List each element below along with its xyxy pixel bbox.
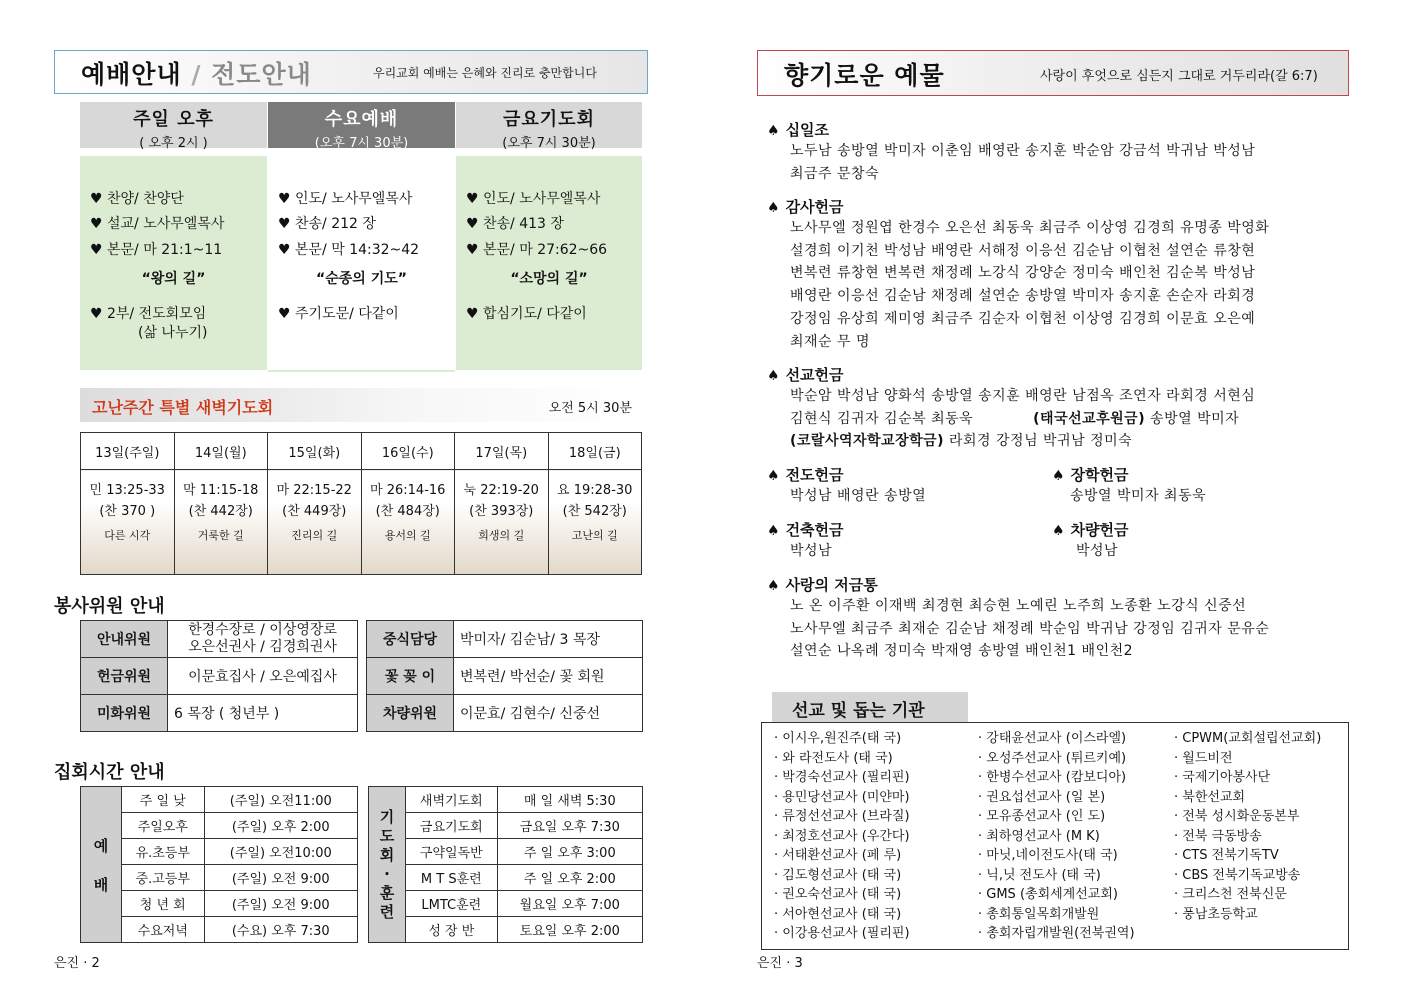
spade-icon: ♠ (1052, 468, 1065, 484)
mission-item: · 닉,닛 전도사 (태 국) (978, 867, 1101, 883)
offering-evangel-title (767, 464, 844, 485)
meeting-time: (주일) 오전 9:00 (204, 865, 357, 891)
offering-title-text: 감사헌금 (785, 198, 844, 216)
meeting-time: 주 일 오후 3:00 (497, 839, 642, 865)
mission-item: · 전북 극동방송 (1174, 828, 1262, 844)
mission-item: · 서아현선교사 (태 국) (774, 906, 902, 922)
dawn-day: 16일(수) (361, 433, 455, 470)
meeting-name: M T S훈련 (406, 865, 498, 891)
offering-savings-title (767, 574, 878, 595)
volunteer-label: 미화위원 (81, 695, 168, 732)
dawn-cell (174, 470, 268, 575)
name-line: 최금주 문창숙 (790, 165, 880, 182)
offering-vehicle-title (1052, 519, 1129, 540)
missions-col-1 (774, 729, 910, 944)
dawn-hymn: (찬 484장) (375, 504, 440, 519)
mission-item: · GMS (총회세계선교회) (978, 887, 1118, 902)
missions-title-bar (772, 692, 968, 722)
page-number-left: 은진 · 2 (54, 956, 100, 971)
name-line: 배영란 이응선 김순남 채정례 설연순 송방열 박미자 송지훈 손순자 라회경 (790, 288, 1256, 305)
service-body-friday (456, 156, 642, 370)
service-item: ♥ 찬양/ 찬양단 (90, 191, 184, 207)
dawn-cell (361, 470, 455, 575)
left-header-title (81, 55, 312, 91)
spade-icon: ♠ (767, 200, 780, 216)
service-item: ♥ 찬송/ 413 장 (466, 216, 564, 232)
service-header-sunday (80, 102, 267, 151)
mission-item: · 크리스천 전북신문 (1174, 887, 1287, 902)
title-slash: / (181, 60, 212, 89)
meeting-name: 중.고등부 (122, 865, 205, 891)
service-body-sunday (80, 156, 267, 370)
dawn-verse: 마 26:14-16 (370, 483, 446, 498)
meetings-table-prayer (368, 786, 643, 943)
offering-title-text: 십일조 (785, 121, 830, 139)
dawn-day: 18일(금) (548, 433, 642, 470)
dawn-theme: 진리의 길 (291, 529, 338, 542)
service-item: ♥ 본문/ 마 27:62~66 (466, 242, 608, 258)
volunteer-value: 6 목장 ( 청년부 ) (168, 695, 358, 732)
offering-mission-names (790, 385, 1255, 453)
mission-item: · 김도형선교사 (태 국) (774, 867, 902, 883)
volunteer-value: 변복련/ 박선순/ 꽃 회원 (454, 658, 643, 695)
right-header-title: 향기로운 예물 (784, 61, 945, 90)
service-body-wednesday (268, 156, 455, 372)
name-line: 최재순 무 명 (790, 333, 871, 350)
meeting-name: 새벽기도회 (406, 787, 498, 813)
offering-title-text: 선교헌금 (785, 366, 844, 384)
sermon-title: “왕의 길” (141, 271, 206, 287)
missions-box (761, 722, 1349, 950)
name-line: 강정임 유상희 제미영 최금주 김순자 이협천 이상영 김경희 이문효 오은예 (790, 310, 1256, 327)
mission-item: · 최하영선교사 (M K) (978, 828, 1100, 844)
dawn-prayer-table (80, 432, 642, 575)
right-header-subtitle: 사랑이 후엇으로 심든지 그대로 거두리라(갈 6:7) (1040, 69, 1318, 84)
name-line: 노 온 이주환 이재백 최경현 최승현 노예린 노주희 노종환 노강식 신중선 (790, 598, 1247, 614)
volunteer-value: 이문효/ 김현수/ 신중선 (454, 695, 643, 732)
meeting-name: 성 장 반 (406, 917, 498, 943)
dawn-theme: 희생의 길 (478, 529, 525, 542)
service-item: ♥ 찬송/ 212 장 (278, 216, 376, 232)
meeting-name: 구약일독반 (406, 839, 498, 865)
offering-title-text: 전도헌금 (785, 466, 844, 484)
title-worship: 예배안내 (81, 60, 182, 89)
mission-item: · 월드비전 (1174, 750, 1233, 766)
service-item: ♥ 인도/ 노사무엘목사 (278, 191, 413, 207)
meeting-time: 월요일 오후 7:00 (497, 891, 642, 917)
dawn-theme: 용서의 길 (384, 529, 431, 542)
mission-item: · 최정호선교사 (우간다) (774, 828, 910, 844)
missions-title: 선교 및 돕는 기관 (792, 701, 925, 721)
dawn-day: 17일(목) (455, 433, 549, 470)
volunteer-line: 오은선권사 / 김경희권사 (188, 639, 337, 655)
mission-item: · 북한선교회 (1174, 789, 1246, 805)
meeting-time: (주일) 오전11:00 (204, 787, 357, 813)
sermon-title: “순종의 기도” (316, 271, 407, 287)
meeting-time: (주일) 오후 2:00 (204, 813, 357, 839)
name-segment: 라회경 강정님 박귀남 정미숙 (944, 433, 1133, 450)
offering-title-text: 차량헌금 (1070, 521, 1129, 539)
mission-item: · 이강용선교사 (필리핀) (774, 926, 910, 941)
dawn-hymn: (찬 442장) (188, 504, 253, 519)
dawn-theme: 고난의 길 (571, 529, 618, 542)
mission-item: · 총회통일목회개발원 (978, 906, 1100, 922)
dawn-hymn: (찬 449장) (282, 504, 347, 519)
meeting-name: 유.초등부 (122, 839, 205, 865)
name-segment: 김현식 김귀자 김순복 최동욱 (790, 410, 974, 427)
volunteers-table-left (80, 620, 358, 732)
volunteer-label: 꽃 꽂 이 (367, 658, 454, 695)
meetings-title: 집회시간 안내 (54, 762, 165, 783)
service-header-wednesday (268, 102, 455, 151)
dawn-hymn: (찬 370 ) (99, 504, 156, 519)
dawn-cell (455, 470, 549, 575)
mission-item: · CBS 전북기독교방송 (1174, 867, 1301, 883)
offering-title-text: 건축헌금 (785, 521, 844, 539)
mission-item: · 오성주선교사 (튀르키예) (978, 750, 1127, 766)
meeting-name: 청 년 회 (122, 891, 205, 917)
mission-item: · 강태윤선교사 (이스라엘) (978, 731, 1127, 746)
service-item: (삶 나누기) (138, 325, 208, 341)
service-time: (오후 7시 30분) (502, 136, 596, 151)
dawn-prayer-time: 오전 5시 30분 (548, 401, 632, 416)
offering-scholar-title (1052, 464, 1129, 485)
left-header-subtitle: 우리교회 예배는 은혜와 진리로 충만합니다 (373, 66, 597, 80)
offering-tithe-title (767, 119, 829, 140)
meeting-name: 주일오후 (122, 813, 205, 839)
offering-building-names: 박성남 (790, 543, 833, 559)
mission-item: · 박경숙선교사 (필리핀) (774, 770, 910, 785)
mission-item: · 와 라전도사 (태 국) (774, 750, 893, 766)
designated-fund: (태국선교후원금) (1033, 410, 1146, 427)
spade-icon: ♠ (767, 123, 780, 139)
sermon-title: “소망의 길” (510, 271, 588, 287)
meeting-time: 매 일 새벽 5:30 (497, 787, 642, 813)
meeting-name: 주 일 낮 (122, 787, 205, 813)
name-segment: 송방열 박미자 (1145, 410, 1240, 427)
spade-icon: ♠ (767, 468, 780, 484)
volunteer-value: 박미자/ 김순남/ 3 목장 (454, 621, 643, 658)
meeting-time: (주일) 오전 9:00 (204, 891, 357, 917)
name-line: 설경희 이기천 박성남 배영란 서해정 이응선 김순남 이협천 설연순 류창현 (790, 242, 1256, 259)
service-item: ♥ 합심기도/ 다같이 (466, 306, 587, 322)
name-line (790, 430, 1255, 453)
name-line: 노사무엘 정원엽 한경수 오은선 최동욱 최금주 이상영 김경희 유명종 박영화 (790, 220, 1270, 236)
mission-item: · 전북 성시화운동본부 (1174, 809, 1300, 824)
meeting-time: 금요일 오후 7:30 (497, 813, 642, 839)
offering-tithe-names (790, 140, 1255, 185)
dawn-prayer-bar (80, 388, 642, 422)
offering-savings-names (790, 595, 1269, 663)
service-item: ♥ 본문/ 마 21:1~11 (90, 242, 223, 258)
left-header (54, 50, 648, 94)
volunteers-table-right (366, 620, 643, 732)
offering-mission-title (767, 364, 844, 385)
volunteer-line: 한경수장로 / 이상영장로 (188, 622, 337, 638)
service-item: ♥ 설교/ 노사무엘목사 (90, 216, 225, 232)
dawn-verse: 민 13:25-33 (89, 483, 165, 498)
dawn-hymn: (찬 393장) (469, 504, 534, 519)
volunteer-value (168, 621, 358, 658)
dawn-day: 15일(화) (268, 433, 362, 470)
meeting-time: 주 일 오후 2:00 (497, 865, 642, 891)
mission-item: · 국제기아봉사단 (1174, 770, 1271, 785)
meeting-name: LMTC훈련 (406, 891, 498, 917)
dawn-theme: 다른 시각 (104, 529, 151, 542)
meeting-time: (주일) 오전10:00 (204, 839, 357, 865)
page-number-right: 은진 · 3 (757, 956, 803, 971)
service-item: ♥ 2부/ 전도회모임 (90, 306, 207, 322)
meeting-name: 수요저녁 (122, 917, 205, 943)
volunteers-title: 봉사위원 안내 (54, 596, 165, 617)
name-line: 노두남 송방열 박미자 이춘임 배영란 송지훈 박순암 강금석 박귀남 박성남 (790, 143, 1256, 159)
dawn-cell (268, 470, 362, 575)
service-time: (오후 7시 30분) (314, 136, 409, 151)
offering-scholar-names: 송방열 박미자 최동욱 (1070, 488, 1207, 504)
volunteer-label: 차량위원 (367, 695, 454, 732)
volunteer-value: 이문효집사 / 오은예집사 (168, 658, 358, 695)
meetings-side-label: 예 배 (81, 787, 122, 943)
mission-item: · 이시우,원진주(태 국) (774, 731, 902, 746)
service-name: 금요기도회 (503, 109, 595, 130)
service-item: ♥ 주기도문/ 다같이 (278, 306, 399, 322)
mission-item: · 용민당선교사 (미얀마) (774, 789, 910, 805)
name-line (790, 408, 1255, 431)
missions-col-2 (978, 729, 1135, 944)
dawn-verse: 요 19:28-30 (557, 483, 633, 498)
mission-item: · 총회자립개발원(전북권역) (978, 926, 1135, 941)
meetings-side-label: 기 도 회 · 훈 련 (369, 787, 406, 943)
name-line: 노사무엘 최금주 최재순 김순남 채정례 박순임 박귀남 강정임 김귀자 문유순 (790, 620, 1270, 637)
mission-item: · CTS 전북기독TV (1174, 848, 1279, 863)
offering-thanks-title (767, 196, 844, 217)
meeting-time: (수요) 오후 7:30 (204, 917, 357, 943)
offering-building-title (767, 519, 844, 540)
dawn-cell (81, 470, 175, 575)
volunteer-label: 중식담당 (367, 621, 454, 658)
mission-item: · 한병수선교사 (캄보디아) (978, 770, 1127, 785)
offering-title-text: 장학헌금 (1070, 466, 1129, 484)
mission-item: · 마닛,네이전도사(태 국) (978, 848, 1118, 863)
mission-item: · 모유종선교사 (인 도) (978, 809, 1106, 824)
dawn-day: 14일(월) (174, 433, 268, 470)
mission-item: · 서태환선교사 (페 루) (774, 848, 902, 863)
title-evangel: 전도안내 (211, 60, 312, 89)
offering-thanks-names (790, 217, 1269, 353)
meeting-time: 토요일 오후 2:00 (497, 917, 642, 943)
service-item: ♥ 본문/ 막 14:32~42 (278, 242, 420, 258)
volunteer-label: 안내위원 (81, 621, 168, 658)
dawn-cell (548, 470, 642, 575)
spade-icon: ♠ (767, 578, 780, 594)
dawn-day: 13일(주일) (81, 433, 175, 470)
spade-icon: ♠ (767, 523, 780, 539)
service-item: ♥ 인도/ 노사무엘목사 (466, 191, 601, 207)
dawn-prayer-title: 고난주간 특별 새벽기도회 (92, 398, 274, 417)
dawn-verse: 마 22:15-22 (276, 483, 352, 498)
dawn-hymn: (찬 542장) (562, 504, 627, 519)
spade-icon: ♠ (1052, 523, 1065, 539)
right-header (757, 50, 1349, 96)
dawn-theme: 거룩한 길 (197, 529, 244, 542)
spade-icon: ♠ (767, 368, 780, 384)
service-name: 주일 오후 (133, 109, 214, 130)
name-line: 변복련 류창현 변복련 채정례 노강식 강양순 정미숙 배인천 김순복 박성남 (790, 265, 1256, 282)
service-time: ( 오후 2시 ) (139, 136, 208, 151)
designated-fund: (코랄사역자학교장학금) (790, 433, 945, 450)
name-line: 설연순 나옥례 정미숙 박재영 송방열 배인천1 배인천2 (790, 643, 1134, 660)
service-name: 수요예배 (324, 109, 399, 130)
volunteer-label: 헌금위원 (81, 658, 168, 695)
mission-item: · 류정선선교사 (브라질) (774, 809, 910, 824)
missions-col-3 (1174, 729, 1321, 924)
mission-item: · 권요섭선교사 (일 본) (978, 789, 1106, 805)
mission-item: · 풍남초등학교 (1174, 906, 1258, 922)
mission-item: · CPWM(교회설립선교회) (1174, 731, 1322, 746)
offering-title-text: 사랑의 저금통 (785, 576, 878, 594)
dawn-verse: 막 11:15-18 (183, 483, 259, 498)
meetings-table-worship (80, 786, 358, 943)
meeting-name: 금요기도회 (406, 813, 498, 839)
offering-evangel-names: 박성남 배영란 송방열 (790, 488, 927, 504)
dawn-verse: 눅 22:19-20 (463, 483, 539, 498)
service-header-friday (456, 102, 642, 151)
name-line: 박순암 박성남 양화석 송방열 송지훈 배영란 남점옥 조연자 라회경 서현심 (790, 388, 1256, 404)
offering-vehicle-names: 박성남 (1076, 543, 1119, 559)
mission-item: · 권오숙선교사 (태 국) (774, 887, 902, 902)
